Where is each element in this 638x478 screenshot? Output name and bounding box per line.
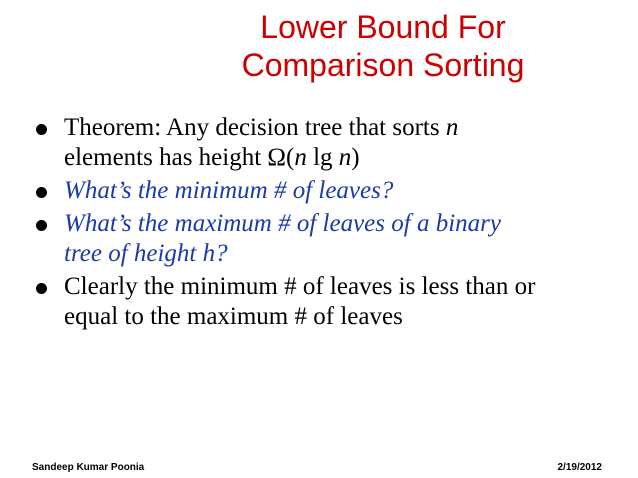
bullet-dot-icon [36,187,47,198]
bullet-text: What’s the maximum # of leaves of a binary [64,210,501,237]
variable-n: n [294,144,307,171]
variable-n: n [338,144,352,171]
bullet-line [64,143,638,173]
bullet-text: What’s the minimum # of leaves? [64,177,394,204]
bullet-list [0,113,638,335]
bullet-text: Theorem: Any decision tree that sorts [64,114,446,141]
footer-author: Sandeep Kumar Poonia [32,462,145,473]
title-line-1: Lower Bound For [260,9,506,45]
bullet-text: elements has height Ω( [64,144,295,171]
bullet-min-leaves [0,176,638,206]
bullet-dot-icon [36,283,47,294]
title-line-2: Comparison Sorting [241,47,525,83]
bullet-dot-icon [36,220,47,231]
bullet-text: Clearly the minimum # of leaves is less than or [64,273,536,300]
bullet-dot-icon [36,124,47,135]
bullet-conclusion [0,272,638,332]
bullet-max-leaves [0,209,638,269]
variable-n: n [445,114,459,141]
bullet-text: equal to the maximum # of leaves [64,303,403,330]
bullet-text: ) [351,144,360,171]
bullet-text: tree of height h? [64,240,228,267]
footer-date: 2/19/2012 [557,462,602,473]
bullet-theorem [0,113,638,173]
bullet-text: lg [306,144,339,171]
slide-title [0,8,638,84]
bullet-line [64,113,638,143]
